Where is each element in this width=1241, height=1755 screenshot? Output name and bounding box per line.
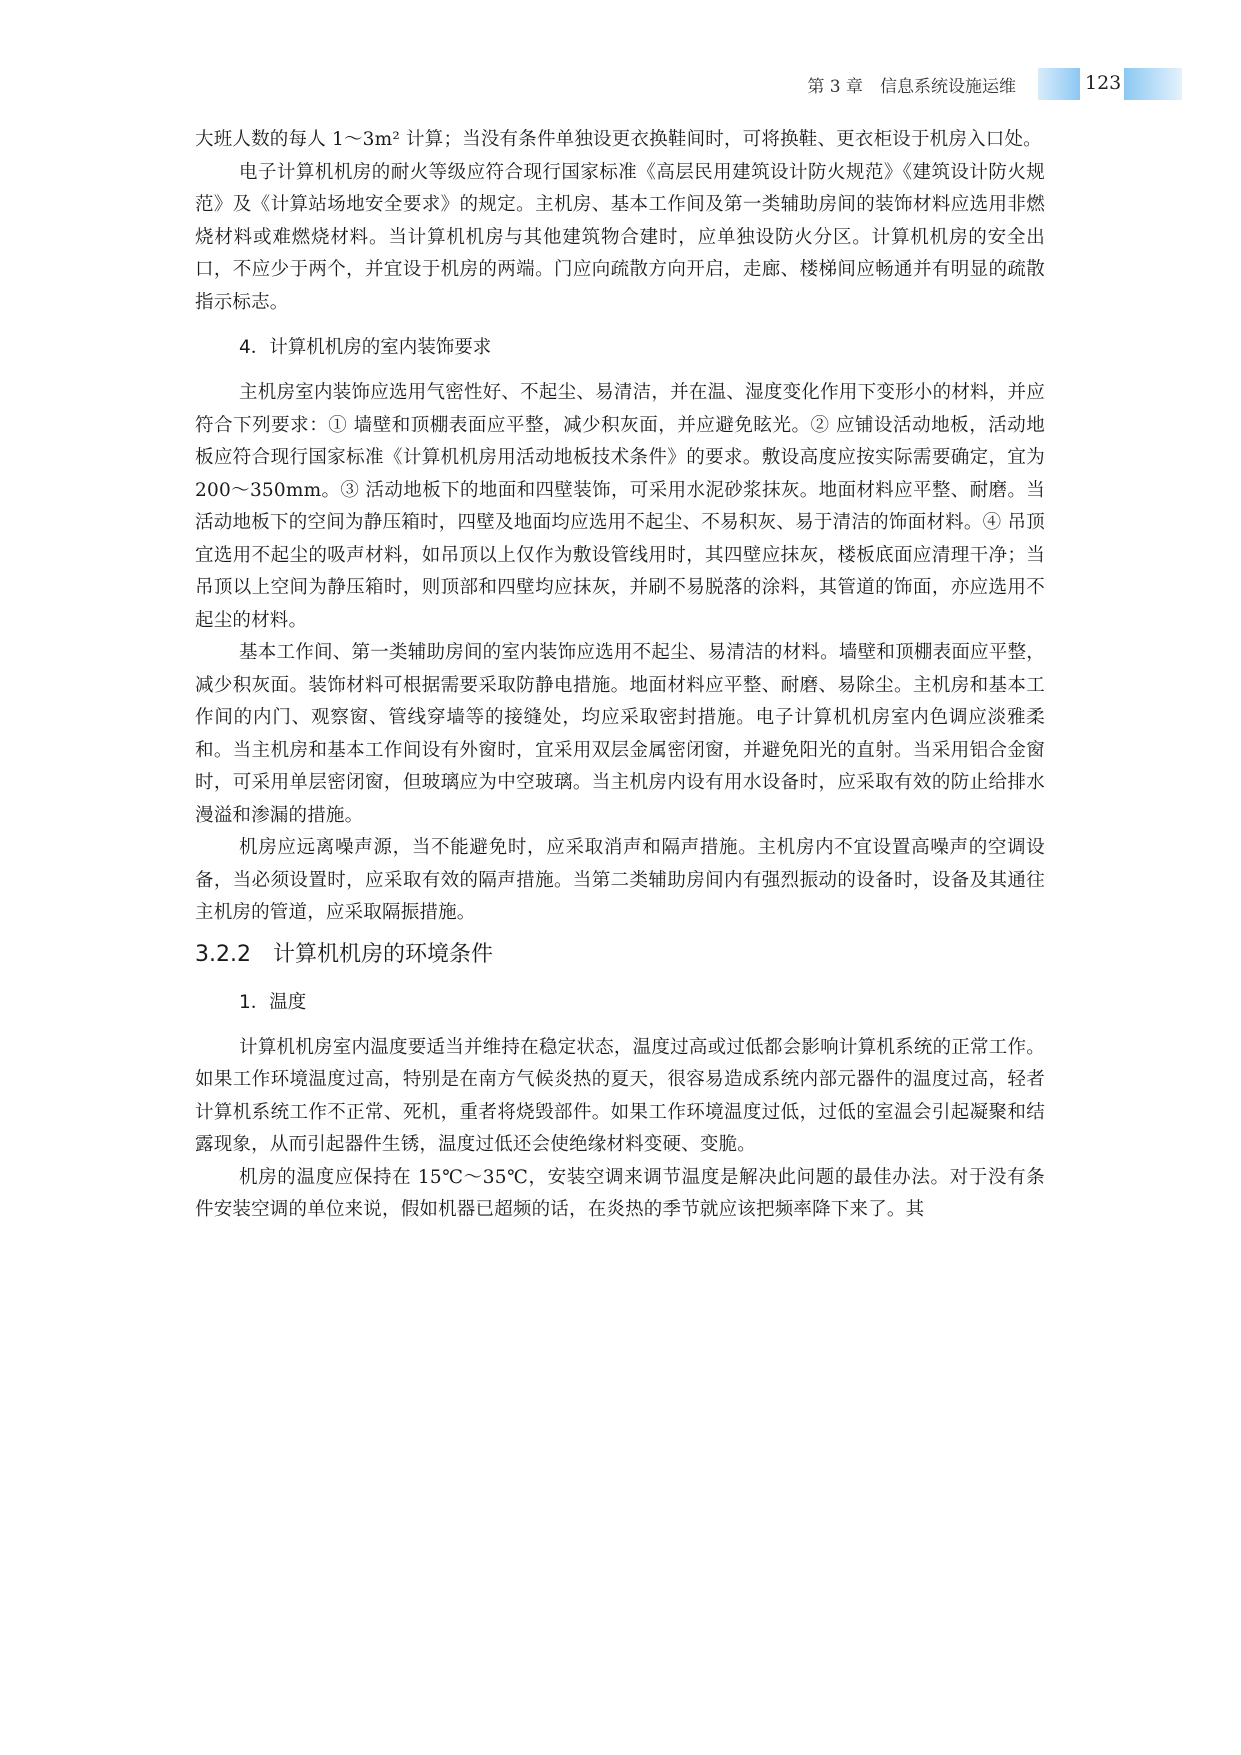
- chapter-title: 第 3 章 信息系统设施运维: [807, 77, 1016, 97]
- paragraph-fire-rating: 电子计算机机房的耐火等级应符合现行国家标准《高层民用建筑设计防火规范》《建筑设计防火规范》及《计算站场地安全要求》的规定。主机房、基本工作间及第一类辅助房间的装饰材料应选用非燃烧材料或难燃烧材料。当计算机机房与其他建筑物合建时，应单独设防火分区。计算机机房的安全出口，不应少于两个，并宜设于机房的两端。门应向疏散方向开启，走廊、楼梯间应畅通并有明显的疏散指示标志。: [195, 161, 1045, 313]
- section-heading: [195, 936, 1045, 974]
- header-accent-bar-left: [1038, 68, 1080, 100]
- paragraph-continued: 大班人数的每人 1～3m² 计算；当没有条件单独设更衣换鞋间时，可将换鞋、更衣柜设于机房入口处。: [195, 129, 1042, 150]
- paragraph-temperature-range: 机房的温度应保持在 15℃～35℃，安装空调来调节温度是解决此问题的最佳办法。对于没有条件安装空调的单位来说，假如机器已超频的话，在炎热的季节就应该把频率降下来了。其: [195, 1166, 1045, 1220]
- paragraph-noise: 机房应远离噪声源，当不能避免时，应采取消声和隔声措施。主机房内不宜设置高噪声的空调设备，当必须设置时，应采取有效的隔声措施。当第二类辅助房间内有强烈振动的设备时，设备及其通往主机房的管道，应采取隔振措施。: [195, 837, 1045, 923]
- page-number: 123: [1085, 72, 1122, 94]
- section-title: 计算机机房的环境条件: [272, 941, 493, 967]
- subheading-temperature: 1．温度: [239, 991, 307, 1013]
- header-accent-bar-right: [1124, 68, 1182, 100]
- subheading-interior-decoration: 4．计算机机房的室内装饰要求: [239, 337, 492, 358]
- page-header: [0, 62, 1241, 102]
- paragraph-temperature-effects: 计算机机房室内温度要适当并维持在稳定状态，温度过高或过低都会影响计算机系统的正常工作。如果工作环境温度过高，特别是在南方气候炎热的夏天，很容易造成系统内部元器件的温度过高，轻者计算机系统工作不正常、死机，重者将烧毁部件。如果工作环境温度过低，过低的室温会引起凝聚和结露现象，从而引起器件生锈，温度过低还会使绝缘材料变硬、变脆。: [195, 1036, 1045, 1155]
- section-number: 3.2.2: [195, 941, 251, 967]
- paragraph-main-room-decoration: 主机房室内装饰应选用气密性好、不起尘、易清洁，并在温、湿度变化作用下变形小的材料，并应符合下列要求：① 墙壁和顶棚表面应平整，减少积灰面，并应避免眩光。② 应铺设活动地板，活动地板应符合现行国家标准《计算机机房用活动地板技术条件》的要求。敷设高度应按实际需要确定，宜为 200～350mm。③ 活动地板下的地面和四壁装饰，可采用水泥砂浆抹灰。地面材料应平整、耐磨。当活动地板下的空间为静压箱时，四壁及地面均应选用不起尘、不易积灰、易于清洁的饰面材料。④ 吊顶宜选用不起尘的吸声材料，如吊顶以上仅作为敷设管线用时，其四壁应抹灰，楼板底面应清理干净；当吊顶以上空间为静压箱时，则顶部和四壁均应抹灰，并刷不易脱落的涂料，其管道的饰面，亦应选用不起尘的材料。: [195, 382, 1045, 631]
- page-body: [195, 124, 1045, 1227]
- paragraph-work-room-decoration: 基本工作间、第一类辅助房间的室内装饰应选用不起尘、易清洁的材料。墙壁和顶棚表面应平整，减少积灰面。装饰材料可根据需要采取防静电措施。地面材料应平整、耐磨、易除尘。主机房和基本工作间的内门、观察窗、管线穿墙等的接缝处，均应采取密封措施。电子计算机机房室内色调应淡雅柔和。当主机房和基本工作间设有外窗时，宜采用双层金属密闭窗，并避免阳光的直射。当采用铝合金窗时，可采用单层密闭窗，但玻璃应为中空玻璃。当主机房内设有用水设备时，应采取有效的防止给排水漫溢和渗漏的措施。: [195, 642, 1045, 826]
